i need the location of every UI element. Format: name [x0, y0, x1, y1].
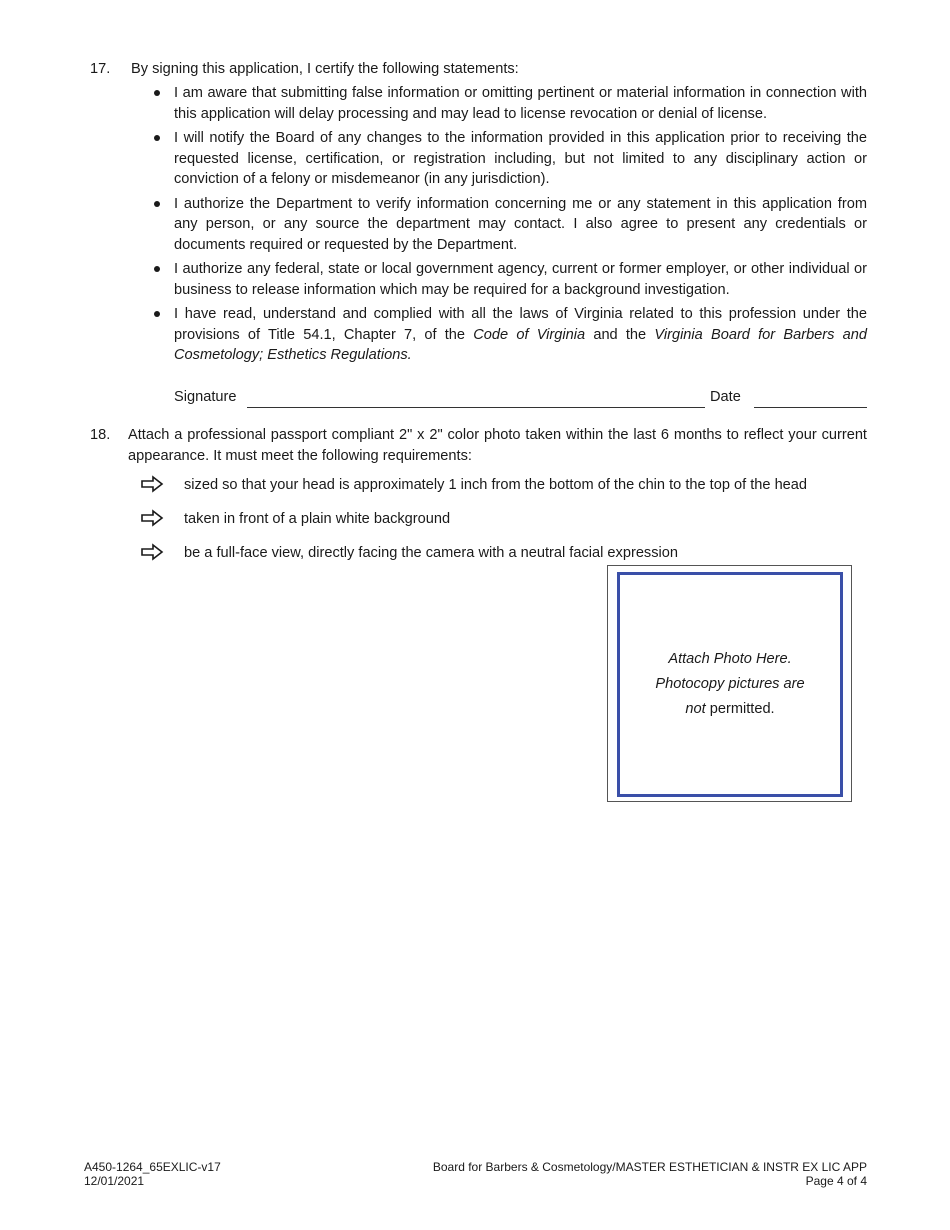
- list-item: [150, 259, 867, 300]
- photo-instruction-line-1: Attach Photo Here.: [668, 651, 792, 667]
- statement-text: I will notify the Board of any changes to the information provided in this application prior to receiving the requested license, certification, or registration including, but not limited to any disciplinary action or conviction of a felony or misdemeanor (in any jurisdiction).: [174, 130, 867, 187]
- code-of-virginia-reference: Code of Virginia: [473, 326, 586, 343]
- bullet-icon: [154, 90, 160, 96]
- photo-instruction-line-3: [685, 697, 774, 722]
- date-label: Date: [710, 389, 741, 405]
- bullet-icon: [154, 266, 160, 272]
- photo-attach-area[interactable]: [617, 572, 843, 797]
- statement-text: I authorize any federal, state or local government agency, current or former employer, or other individual or business to release information which may be required for a background investigation.: [174, 261, 867, 298]
- form-date: 12/01/2021: [84, 1174, 145, 1188]
- signature-label: Signature: [174, 389, 237, 405]
- list-item: [150, 304, 867, 366]
- photo-instruction-rest: permitted.: [705, 701, 775, 717]
- question-17-number: 17.: [90, 61, 111, 77]
- certification-statements: [150, 83, 867, 370]
- list-item: [150, 83, 867, 124]
- photo-box: [607, 565, 852, 802]
- signature-field[interactable]: [247, 407, 705, 408]
- question-18-number: 18.: [90, 427, 111, 443]
- list-item: [150, 194, 867, 256]
- footer-right: [433, 1160, 867, 1188]
- emphasis-not: not: [685, 701, 706, 717]
- footer-left: [84, 1160, 221, 1188]
- page-number: Page 4 of 4: [805, 1174, 867, 1188]
- bullet-icon: [154, 201, 160, 207]
- regulations-reference: Virginia Board for Barbers and Cosmetology; Esthetics Regulations.: [174, 326, 868, 363]
- signature-row: [174, 386, 867, 410]
- question-18-text: Attach a professional passport compliant 2" x 2" color photo taken within the last 6 months to reflect your current appearance. It must meet the following requirements:: [128, 427, 867, 464]
- requirement-text: sized so that your head is approximately 1 inch from the bottom of the chin to the top of the head: [184, 477, 808, 493]
- right-arrow-outline-icon: [140, 543, 164, 561]
- date-field[interactable]: [754, 407, 867, 408]
- statement-text: I authorize the Department to verify information concerning me or any statement in this application from any person, or any source the department may contact. I also agree to present any credentials or documents required or requested by the Department.: [174, 195, 867, 253]
- board-title: Board for Barbers & Cosmetology/MASTER ESTHETICIAN & INSTR EX LIC APP: [432, 1160, 867, 1174]
- right-arrow-outline-icon: [140, 475, 164, 493]
- photo-instruction-line-2: Photocopy pictures are: [655, 676, 805, 692]
- statement-text: I am aware that submitting false information or omitting pertinent or material information in connection with this application will delay processing and may lead to license revocation or denial of license.: [174, 85, 867, 122]
- question-17-intro: By signing this application, I certify the following statements:: [131, 61, 519, 77]
- statement-text-part: I have read, understand and complied with all the laws of Virginia related to this profession under the provisions of Title 54.1, Chapter 7, of the: [174, 306, 867, 343]
- requirement-text: be a full-face view, directly facing the camera with a neutral facial expression: [184, 545, 678, 561]
- statement-text-part: and the: [585, 326, 655, 343]
- requirement-text: taken in front of a plain white background: [184, 511, 451, 527]
- bullet-icon: [154, 311, 160, 317]
- list-item: [150, 128, 867, 190]
- bullet-icon: [154, 135, 160, 141]
- right-arrow-outline-icon: [140, 509, 164, 527]
- form-id: A450-1264_65EXLIC-v17: [84, 1160, 221, 1174]
